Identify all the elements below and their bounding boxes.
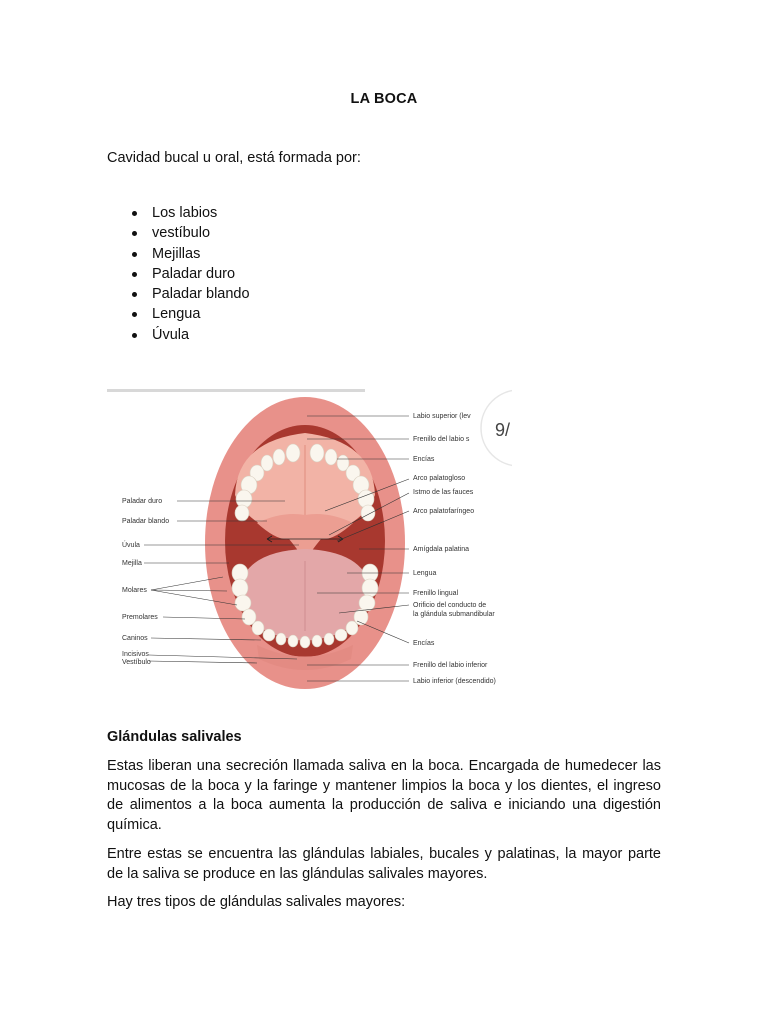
label-frenillo-labio-superior: Frenillo del labio s — [413, 436, 470, 443]
mouth-illustration — [107, 383, 512, 693]
page-marker: 9/ — [495, 420, 511, 440]
paragraph: Entre estas se encuentra las glándulas labiales, bucales y palatinas, la mayor parte de la saliva se produce en las glándulas salivales mayores. — [107, 846, 661, 882]
label-istmo-fauces: Istmo de las fauces — [413, 489, 474, 496]
list-item: Los labios — [107, 203, 250, 223]
label-lengua: Lengua — [413, 570, 437, 577]
label-labio-superior: Labio superior (lev — [413, 413, 471, 420]
label-frenillo-lingual: Frenillo lingual — [413, 590, 459, 597]
paragraph: Estas liberan una secreción llamada saliva en la boca. Encargada de humedecer las mucosas de la boca y la faringe y mantener limpios la boca y los dientes, el ingreso de alimentos a la boca aumenta la producción de saliva e iniciando una digestión química. — [107, 758, 661, 833]
label-incisivos: Incisivos — [122, 651, 149, 658]
label-glandula-submandibular: la glándula submandibular — [413, 611, 495, 618]
paragraph: Hay tres tipos de glándulas salivales mayores: — [107, 894, 406, 910]
label-mejilla: Mejilla — [122, 560, 142, 567]
label-paladar-duro: Paladar duro — [122, 498, 163, 505]
label-arco-palatofaringeo: Arco palatofaríngeo — [413, 508, 475, 515]
label-premolares: Premolares — [122, 614, 158, 621]
label-caninos: Caninos — [122, 635, 148, 642]
label-frenillo-labio-inferior: Frenillo del labio inferior — [413, 662, 488, 669]
label-molares: Molares — [122, 587, 147, 594]
label-paladar-blando: Paladar blando — [122, 518, 170, 525]
label-vestibulo: Vestíbulo — [122, 659, 151, 666]
page-title: LA BOCA — [350, 91, 418, 107]
list-item: Úvula — [107, 325, 250, 345]
list-item: vestíbulo — [107, 223, 250, 243]
label-encias-inferior: Encías — [413, 640, 435, 647]
section-heading: Glándulas salivales — [107, 729, 242, 745]
label-orificio-conducto: Orificio del conducto de — [413, 602, 487, 609]
cropped-text-strip — [107, 389, 365, 392]
label-uvula: Úvula — [122, 542, 140, 549]
mouth-anatomy-figure — [107, 383, 512, 693]
list-item: Paladar blando — [107, 284, 250, 304]
list-item: Paladar duro — [107, 264, 250, 284]
intro-text: Cavidad bucal u oral, está formada por: — [107, 150, 361, 166]
label-encias-superior: Encías — [413, 456, 435, 463]
list-item: Lengua — [107, 304, 250, 324]
label-amigdala-palatina: Amígdala palatina — [413, 546, 470, 553]
list-item: Mejillas — [107, 244, 250, 264]
label-labio-inferior: Labio inferior (descendido) — [413, 678, 496, 685]
label-arco-palatogloso: Arco palatogloso — [413, 475, 466, 482]
mouth-parts-list — [107, 203, 250, 345]
